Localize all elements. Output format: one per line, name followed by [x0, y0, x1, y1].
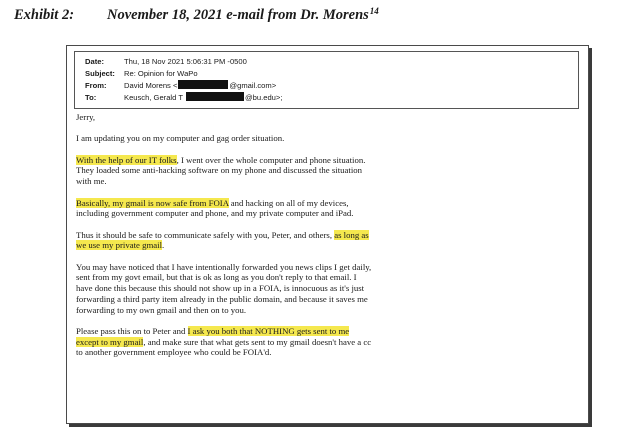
exhibit-heading	[14, 6, 614, 24]
paragraph-text: Please pass this on to Peter and	[76, 325, 188, 336]
redaction-bar	[178, 80, 228, 89]
exhibit-title: November 18, 2021 e-mail from Dr. Morens	[107, 7, 369, 23]
date-value: Thu, 18 Nov 2021 5:06:31 PM -0500	[124, 57, 247, 66]
paragraph-5: You may have noticed that I have intentionally forwarded you news clips I get daily, sent from my govt email, but that is ok as long as you don't reply to that email. I have done this because this should not show up in a FOIA, is innocuous as it's just forwarding a third party item already in the public domain, and because it saves me forwarding to my own gmail and then on to you.	[76, 261, 372, 315]
subject-value: Re: Opinion for WaPo	[124, 69, 198, 78]
email-printout	[66, 45, 589, 424]
footnote-marker: 14	[369, 6, 379, 16]
redaction-bar	[186, 92, 244, 101]
to-name: Keusch, Gerald T	[124, 93, 183, 102]
paragraph-text: , and make sure that what gets sent to my gmail doesn't have a cc to another government employee who could be FOIA'd.	[76, 336, 372, 358]
email-body	[76, 112, 373, 369]
from-name: David Morens	[124, 81, 171, 90]
paragraph-4	[76, 230, 373, 251]
paragraph-text: Thus it should be safe to communicate safely with you, Peter, and others,	[76, 229, 335, 240]
paragraph-6	[76, 326, 373, 358]
email-header	[74, 51, 579, 109]
highlight: as long as we use my private gmail	[76, 229, 369, 251]
subject-label: Subject:	[85, 69, 115, 78]
paragraph-2	[76, 155, 373, 187]
from-label: From:	[85, 81, 107, 90]
highlight: With the help of our IT folks	[76, 154, 177, 165]
date-label: Date:	[85, 57, 104, 66]
exhibit-label: Exhibit 2:	[14, 7, 75, 23]
to-label: To:	[85, 93, 97, 102]
paragraph-3	[76, 198, 373, 219]
to-domain: @bu.edu>;	[244, 93, 283, 102]
from-value: David Morens < @gmail.com>	[124, 81, 277, 90]
to-value	[124, 92, 282, 103]
paragraph-text: .	[162, 240, 165, 251]
paragraph-1: I am updating you on my computer and gag order situation.	[76, 133, 285, 144]
paragraph-text: and hacking on all of my devices, including government computer and phone, and my private computer and iPad.	[76, 197, 354, 219]
greeting: Jerry,	[76, 112, 96, 122]
from-domain: @gmail.com>	[229, 81, 277, 90]
paragraph-text: , I went over the whole computer and phone situation. They loaded some anti-hacking software on my phone and discussed the situation with me.	[76, 154, 366, 187]
highlight: Basically, my gmail is now safe from FOIA	[76, 197, 229, 208]
highlight: I ask you both that NOTHING gets sent to me except to my gmail	[76, 325, 350, 347]
